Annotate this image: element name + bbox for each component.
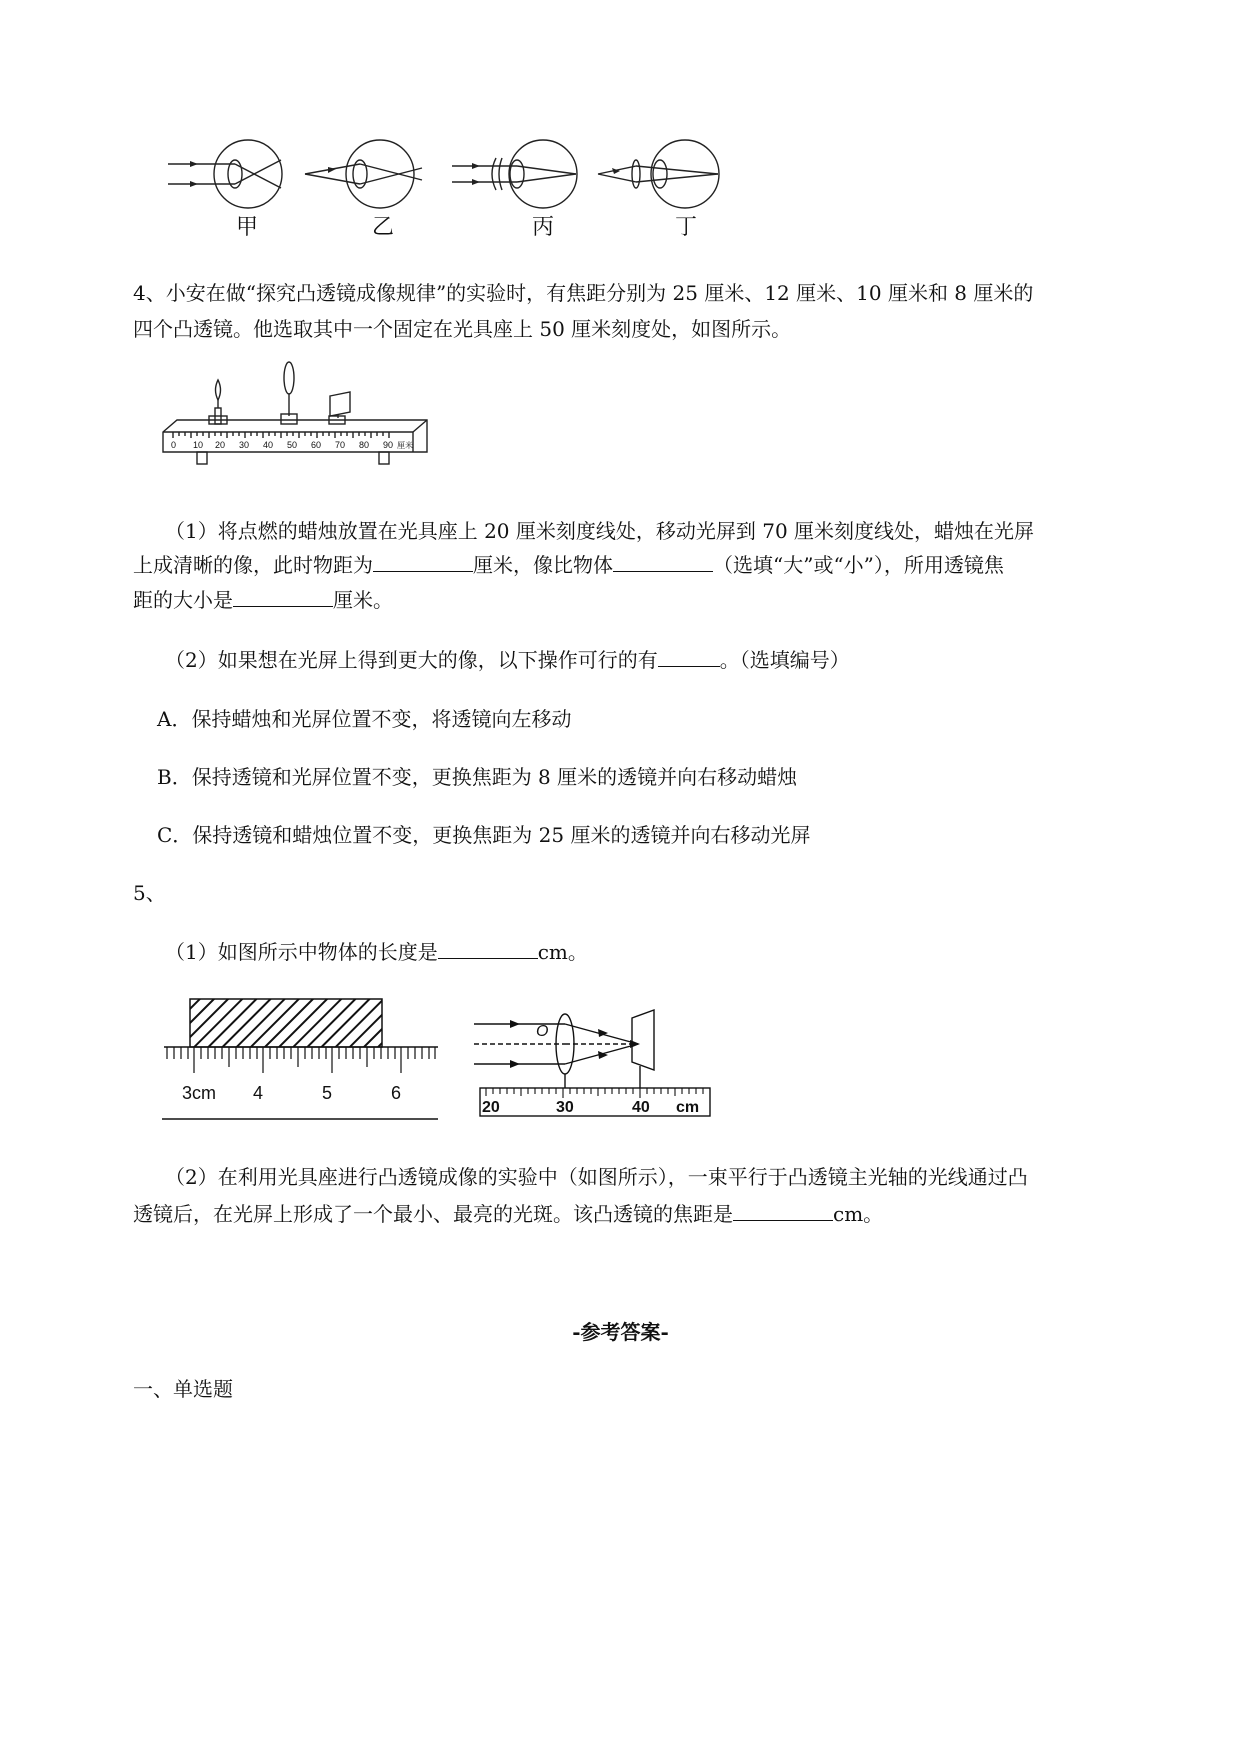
q5-number: 5、 — [133, 881, 166, 905]
bench-label-30: 30 — [556, 1099, 574, 1116]
bench-tick-40: 40 — [263, 440, 274, 450]
bench-tick-0: 0 — [171, 440, 177, 450]
eye-diagrams-svg — [160, 128, 740, 243]
bench-tick-10: 10 — [193, 440, 204, 450]
q4-part1-text-c: （选填“大”或“小”），所用透镜焦 — [713, 553, 1004, 577]
answer-blank-focal-length-2[interactable] — [733, 1198, 833, 1221]
q4-part1-text-d: 距的大小是 — [133, 588, 233, 612]
q5-part2-text-a: 透镜后，在光屏上形成了一个最小、最亮的光斑。该凸透镜的焦距是 — [133, 1202, 733, 1226]
q4-part2 — [165, 643, 850, 677]
bench-tick-90: 90 — [383, 440, 394, 450]
bench-unit: 厘米 — [397, 441, 413, 450]
bench-label-20: 20 — [482, 1099, 500, 1116]
lens-center-label: O — [536, 1023, 549, 1040]
q5-part1-text-b: cm。 — [537, 940, 588, 964]
bench-tick-30: 30 — [239, 440, 250, 450]
q5-part2-text-b: cm。 — [833, 1202, 884, 1226]
eye-diagrams-figure — [160, 128, 740, 243]
lens-focal-svg — [470, 998, 715, 1120]
q4-part2-text-a: （2）如果想在光屏上得到更大的像，以下操作可行的有 — [165, 648, 658, 672]
eye-label-bing: 丙 — [532, 214, 555, 239]
q4-part1-text-a: 上成清晰的像，此时物距为 — [133, 553, 373, 577]
eye-label-jia: 甲 — [236, 214, 259, 239]
ruler-label-6: 6 — [391, 1083, 402, 1103]
answers-section-heading: 一、单选题 — [133, 1377, 233, 1401]
eye-label-yi: 乙 — [372, 214, 395, 239]
answer-blank-image-size[interactable] — [613, 549, 713, 572]
bench-tick-20: 20 — [215, 440, 226, 450]
q5-part1 — [165, 935, 588, 969]
bench-tick-60: 60 — [311, 440, 322, 450]
ruler-label-3cm: 3cm — [182, 1083, 217, 1103]
optical-bench-svg — [155, 348, 435, 476]
q4-stem-line2: 四个凸透镜。他选取其中一个固定在光具座上 50 厘米刻度处，如图所示。 — [133, 317, 792, 341]
ruler-label-4: 4 — [253, 1083, 264, 1103]
answers-title: -参考答案- — [572, 1320, 669, 1344]
q5-part1-text-a: （1）如图所示中物体的长度是 — [165, 940, 438, 964]
q4-part1-text-b: 厘米，像比物体 — [473, 553, 613, 577]
bench-label-cm: cm — [676, 1099, 700, 1116]
q4-part1-line2 — [133, 548, 1004, 582]
ruler-svg — [160, 995, 445, 1125]
bench-tick-50: 50 — [287, 440, 298, 450]
optical-bench-figure — [155, 348, 435, 476]
q4-option-a: A．保持蜡烛和光屏位置不变，将透镜向左移动 — [157, 707, 572, 731]
lens-focal-figure — [470, 998, 715, 1120]
q5-part2-line2 — [133, 1197, 883, 1231]
answer-blank-focal-length[interactable] — [233, 584, 333, 607]
answer-blank-object-distance[interactable] — [373, 549, 473, 572]
q4-part2-text-b: 。（选填编号） — [719, 648, 850, 672]
ruler-figure — [160, 995, 445, 1125]
q5-part2-line1: （2）在利用光具座进行凸透镜成像的实验中（如图所示），一束平行于凸透镜主光轴的光线通过凸 — [165, 1165, 1028, 1189]
answer-blank-option[interactable] — [658, 644, 720, 667]
q4-part1-line1: （1）将点燃的蜡烛放置在光具座上 20 厘米刻度线处，移动光屏到 70 厘米刻度线处，蜡烛在光屏 — [165, 519, 1035, 543]
bench-label-40: 40 — [632, 1099, 650, 1116]
bench-tick-80: 80 — [359, 440, 370, 450]
q4-stem-line1: 4、小安在做“探究凸透镜成像规律”的实验时，有焦距分别为 25 厘米、12 厘米、10 厘米和 8 厘米的 — [133, 281, 1034, 305]
eye-label-ding: 丁 — [675, 214, 698, 239]
ruler-label-5: 5 — [322, 1083, 333, 1103]
q4-part1-text-e: 厘米。 — [333, 588, 393, 612]
bench-tick-70: 70 — [335, 440, 346, 450]
answer-blank-length[interactable] — [438, 936, 538, 959]
q4-part1-line3 — [133, 583, 393, 617]
q4-option-c: C．保持透镜和蜡烛位置不变，更换焦距为 25 厘米的透镜并向右移动光屏 — [157, 823, 811, 847]
q4-option-b: B．保持透镜和光屏位置不变，更换焦距为 8 厘米的透镜并向右移动蜡烛 — [157, 765, 798, 789]
